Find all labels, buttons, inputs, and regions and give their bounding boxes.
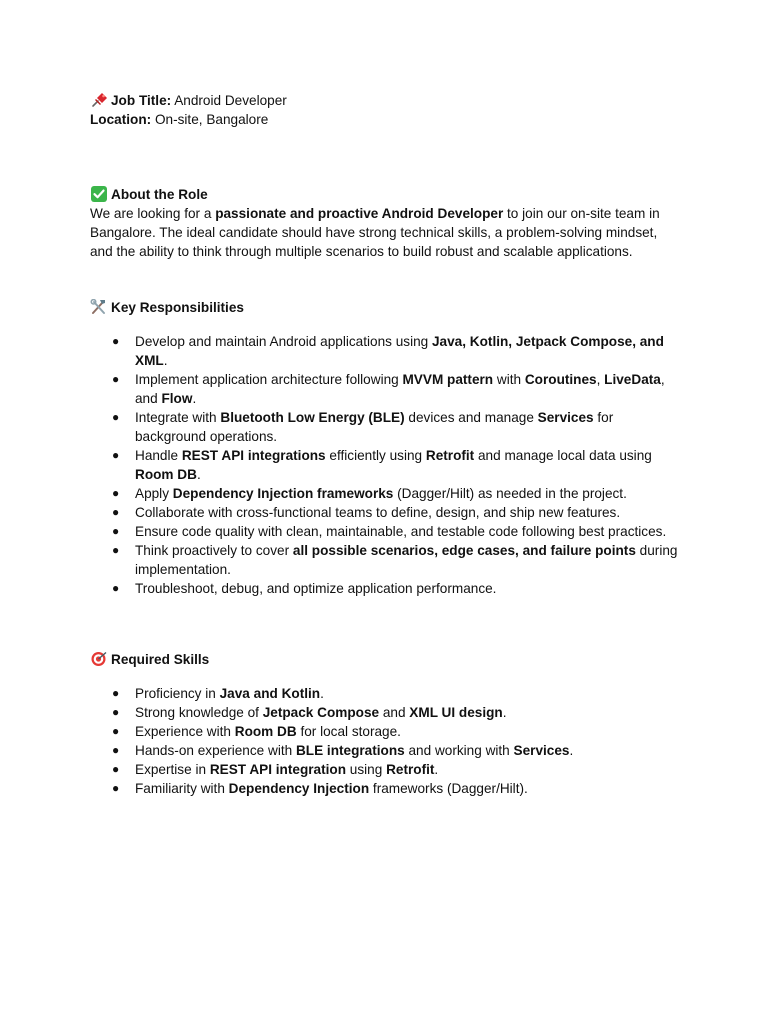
responsibility-item-text: Think proactively to cover	[135, 543, 293, 558]
pushpin-icon	[90, 92, 108, 108]
bullet-marker: ●	[112, 686, 120, 700]
responsibility-item-text: efficiently using	[325, 448, 426, 463]
job-title-value: Android Developer	[171, 93, 287, 108]
skill-item-text: .	[569, 743, 574, 758]
skill-item-text: and	[379, 705, 410, 720]
skill-item-bold-text: Java and Kotlin	[219, 686, 321, 701]
responsibility-item-text: .	[192, 391, 197, 406]
bullet-marker: ●	[112, 334, 120, 348]
skill-item-bold-text: Retrofit	[386, 762, 435, 777]
responsibility-item-text: Handle	[135, 448, 182, 463]
skill-item-bold-text: XML UI design	[409, 705, 503, 720]
about-text-2: to join our on-site team in Bangalore. The ideal candidate should have strong technical skills, a problem-solving mindset, and the ability to think through multiple scenarios to build robust and scalable applications.	[90, 206, 660, 259]
skill-item-text: Expertise in	[135, 762, 210, 777]
responsibility-item-text: Integrate with	[135, 410, 221, 425]
bullet-marker: ●	[112, 581, 120, 595]
skill-item-bold-text: REST API integration	[209, 762, 347, 777]
responsibility-item	[90, 332, 680, 370]
responsibility-item-bold-text: Services	[537, 410, 594, 425]
responsibility-item	[90, 541, 680, 579]
responsibility-item-bold-text: Bluetooth Low Energy (BLE)	[220, 410, 405, 425]
location-line	[90, 110, 690, 129]
responsibility-item-bold-text: Room DB	[135, 467, 197, 482]
skill-item-bold-text: Dependency Injection	[228, 781, 370, 796]
responsibility-item-text: Apply	[135, 486, 173, 501]
skill-item-text: Proficiency in	[135, 686, 220, 701]
skills-heading	[90, 650, 690, 669]
about-section	[90, 185, 690, 261]
skill-item	[90, 703, 680, 722]
bullet-marker: ●	[112, 505, 120, 519]
skill-item-text: Strong knowledge of	[135, 705, 263, 720]
responsibility-item-text: , and	[135, 372, 665, 406]
responsibility-item	[90, 370, 680, 408]
responsibility-item-text: Collaborate with cross-functional teams to define, design, and ship new features.	[135, 505, 621, 520]
skill-item-bold-text: Services	[513, 743, 570, 758]
responsibility-item	[90, 503, 680, 522]
skill-item-text: using	[346, 762, 387, 777]
skills-list	[90, 684, 690, 798]
responsibility-item-text: .	[163, 353, 168, 368]
responsibility-item-text: during implementation.	[135, 543, 678, 577]
bullet-marker: ●	[112, 705, 120, 719]
location-value: On-site, Bangalore	[151, 112, 269, 127]
responsibility-item-text: ,	[596, 372, 605, 387]
responsibility-item-text: .	[196, 467, 201, 482]
bullet-marker: ●	[112, 543, 120, 557]
responsibility-item	[90, 446, 680, 484]
responsibility-item-text: devices and manage	[404, 410, 538, 425]
skill-item	[90, 741, 680, 760]
bullet-marker: ●	[112, 781, 120, 795]
hammer-and-wrench-icon	[90, 299, 108, 315]
responsibility-item-bold-text: MVVM pattern	[402, 372, 494, 387]
skill-item-text: .	[502, 705, 507, 720]
skill-item	[90, 722, 680, 741]
responsibility-item-bold-text: Flow	[161, 391, 193, 406]
skill-item-text: Experience with	[135, 724, 235, 739]
check-mark-button-icon	[90, 186, 108, 202]
job-title-label: Job Title:	[111, 93, 172, 108]
responsibility-item-bold-text: LiveData	[604, 372, 661, 387]
skill-item-bold-text: Room DB	[234, 724, 297, 739]
skills-section	[90, 650, 690, 798]
bullet-marker: ●	[112, 486, 120, 500]
skill-item-text: frameworks (Dagger/Hilt).	[369, 781, 528, 796]
about-heading-text: About the Role	[111, 187, 208, 202]
bullet-marker: ●	[112, 524, 120, 538]
bullet-marker: ●	[112, 743, 120, 757]
responsibility-item-text: Implement application architecture following	[135, 372, 403, 387]
bullet-marker: ●	[112, 410, 120, 424]
job-header	[90, 91, 690, 129]
responsibility-item-text: and manage local data using	[474, 448, 652, 463]
about-heading	[90, 185, 690, 204]
skill-item-text: and working with	[404, 743, 514, 758]
responsibility-item-bold-text: all possible scenarios, edge cases, and failure points	[292, 543, 636, 558]
responsibility-item-text: (Dagger/Hilt) as needed in the project.	[393, 486, 627, 501]
skills-heading-text: Required Skills	[111, 652, 210, 667]
about-text-bold: passionate and proactive Android Developer	[215, 206, 504, 221]
responsibility-item-text: for background operations.	[135, 410, 614, 444]
direct-hit-icon	[90, 651, 108, 667]
responsibility-item-text: Ensure code quality with clean, maintainable, and testable code following best practices.	[135, 524, 667, 539]
skill-item-text: .	[434, 762, 439, 777]
responsibility-item	[90, 522, 680, 541]
responsibility-item-text: Develop and maintain Android applications using	[135, 334, 432, 349]
location-label: Location:	[90, 112, 152, 127]
skill-item	[90, 684, 680, 703]
responsibility-item-bold-text: Retrofit	[425, 448, 475, 463]
responsibilities-section	[90, 298, 690, 598]
job-title-line	[90, 91, 690, 110]
responsibilities-heading-text: Key Responsibilities	[111, 300, 244, 315]
skill-item-text: for local storage.	[296, 724, 401, 739]
bullet-marker: ●	[112, 762, 120, 776]
skill-item-text: Familiarity with	[135, 781, 229, 796]
responsibility-item-bold-text: Dependency Injection frameworks	[172, 486, 394, 501]
responsibility-item-bold-text: REST API integrations	[181, 448, 326, 463]
responsibility-item-bold-text: Java, Kotlin, Jetpack Compose, and XML	[135, 334, 664, 368]
responsibilities-list	[90, 332, 690, 598]
responsibility-item	[90, 484, 680, 503]
about-paragraph	[90, 204, 680, 261]
skill-item	[90, 760, 680, 779]
responsibility-item-text: with	[493, 372, 525, 387]
responsibility-item-text: Troubleshoot, debug, and optimize application performance.	[135, 581, 497, 596]
about-text-1: We are looking for a	[90, 206, 216, 221]
skill-item-text: .	[320, 686, 324, 701]
bullet-marker: ●	[112, 724, 120, 738]
skill-item	[90, 779, 680, 798]
bullet-marker: ●	[112, 448, 120, 462]
skill-item-bold-text: Jetpack Compose	[262, 705, 380, 720]
responsibility-item	[90, 579, 680, 598]
skill-item-text: Hands-on experience with	[135, 743, 296, 758]
bullet-marker: ●	[112, 372, 120, 386]
responsibility-item-bold-text: Coroutines	[524, 372, 597, 387]
responsibility-item	[90, 408, 680, 446]
skill-item-bold-text: BLE integrations	[295, 743, 405, 758]
responsibilities-heading	[90, 298, 690, 317]
